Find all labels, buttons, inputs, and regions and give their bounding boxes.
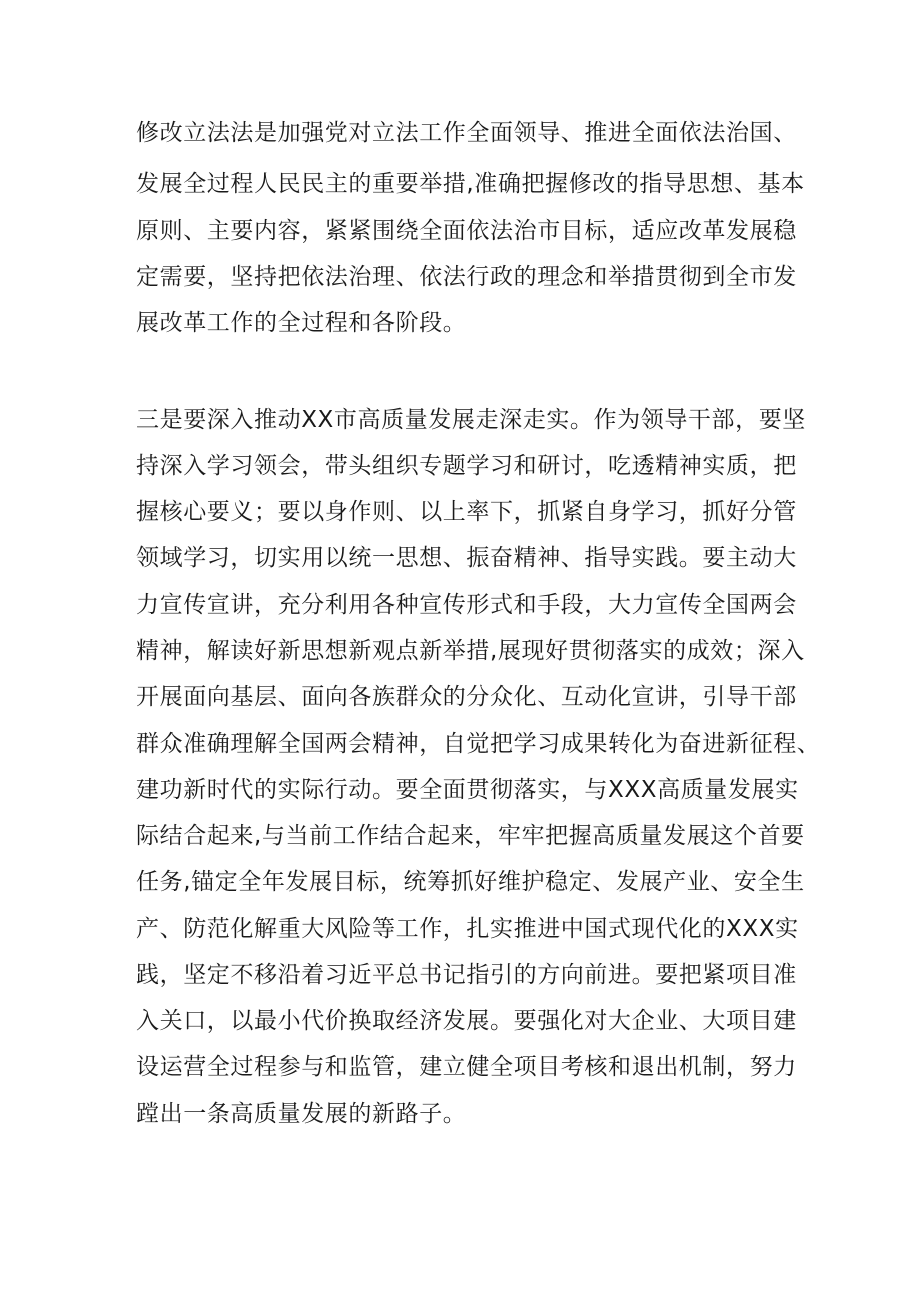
paragraph-1-line-3: 原则、主要内容，紧紧围绕全面依法治市目标，适应改革发展稳	[136, 218, 797, 244]
paragraph-1-line-2: 发展全过程人民民主的重要举措,准确把握修改的指导思想、基本	[136, 171, 805, 197]
paragraph-2-line-2: 持深入学习领会，带头组织专题学习和研讨，吃透精神实质，把	[136, 453, 797, 479]
paragraph-1-line-4: 定需要，坚持把依法治理、依法行政的理念和举措贯彻到全市发	[136, 264, 797, 290]
paragraph-1-line-5: 展改革工作的全过程和各阶段。	[136, 310, 467, 336]
paragraph-2-line-10: 际结合起来,与当前工作结合起来，牢牢把握高质量发展这个首要	[136, 823, 805, 849]
paragraph-2-line-9: 建功新时代的实际行动。要全面贯彻落实，与XXX高质量发展实	[136, 777, 799, 803]
paragraph-2-line-11: 任务,锚定全年发展目标，统筹抓好维护稳定、发展产业、安全生	[136, 869, 805, 895]
paragraph-2-line-14: 入关口，以最小代价换取经济发展。要强化对大企业、大项目建	[136, 1008, 797, 1034]
paragraph-2-line-7: 开展面向基层、面向各族群众的分众化、互动化宣讲，引导干部	[136, 684, 797, 710]
paragraph-2-line-8: 群众准确理解全国两会精神，自觉把学习成果转化为奋进新征程、	[136, 731, 821, 757]
paragraph-2-line-15: 设运营全过程参与和监管，建立健全项目考核和退出机制，努力	[136, 1054, 797, 1080]
paragraph-2-line-13: 践，坚定不移沿着习近平总书记指引的方向前进。要把紧项目准	[136, 962, 797, 988]
paragraph-2-line-6: 精神，解读好新思想新观点新举措,展现好贯彻落实的成效；深入	[136, 638, 805, 664]
paragraph-2-line-3: 握核心要义；要以身作则、以上率下，抓紧自身学习，抓好分管	[136, 499, 797, 525]
paragraph-2-line-5: 力宣传宣讲，充分利用各种宣传形式和手段，大力宣传全国两会	[136, 592, 797, 618]
paragraph-2-line-1: 三是要深入推动XX市高质量发展走深走实。作为领导干部，要坚	[136, 407, 806, 433]
paragraph-1-line-1: 修改立法法是加强党对立法工作全面领导、推进全面依法治国、	[136, 120, 797, 146]
paragraph-2-line-12: 产、防范化解重大风险等工作，扎实推进中国式现代化的XXX实	[136, 916, 799, 942]
paragraph-2-line-4: 领域学习，切实用以统一思想、振奋精神、指导实践。要主动大	[136, 545, 797, 571]
paragraph-2-line-16: 蹚出一条高质量发展的新路子。	[136, 1101, 467, 1127]
